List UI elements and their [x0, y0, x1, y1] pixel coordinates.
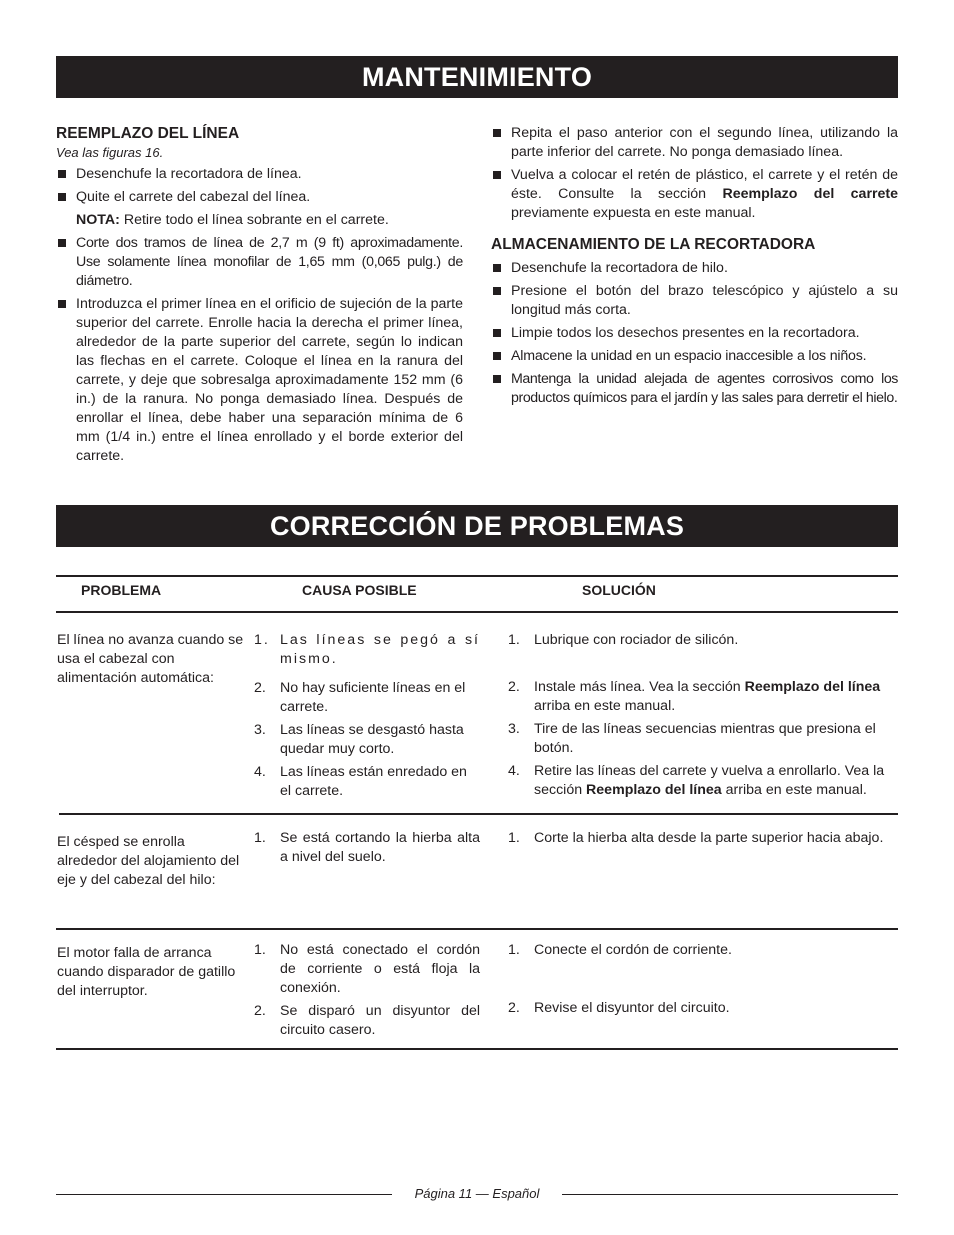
problem-cell: El motor falla de arranca cuando disparador de gatillo del interruptor.	[57, 945, 236, 999]
list-item: Mantenga la unidad alejada de agentes corrosivos como los productos químicos para el jardín y las sales para derretir el hielo.	[491, 370, 898, 408]
troubleshooting-banner	[56, 505, 898, 547]
header-problem: PROBLEMA	[81, 582, 162, 598]
problem-cell: El línea no avanza cuando se usa el cabezal con alimentación automática:	[57, 632, 244, 686]
section-reference: Reemplazo del carrete	[722, 186, 898, 202]
item-number: 1.	[254, 830, 266, 846]
left-column	[56, 124, 463, 470]
table-bottom-rule	[56, 1048, 898, 1050]
troubleshooting-title: CORRECCIÓN DE PROBLEMAS	[269, 511, 685, 541]
cause-text: Se está cortando la hierba alta a nivel del suelo.	[280, 830, 480, 865]
maintenance-banner	[56, 56, 898, 98]
item-number: 4.	[508, 763, 520, 779]
section-reference: Reemplazo del línea	[744, 679, 881, 695]
list-item	[491, 166, 898, 223]
section-reference: Reemplazo del línea	[586, 782, 722, 798]
row-divider	[56, 928, 898, 930]
list-item-text: Vuelva a colocar el retén de plástico, el carrete y el retén de éste. Consulte la sección	[511, 167, 898, 202]
solution-text: Tire de las líneas secuencias mientras que presiona el botón.	[534, 721, 876, 756]
cause-text: Las líneas están enredado en el carrete.	[280, 764, 467, 799]
solution-text: Corte la hierba alta desde la parte superior hacia abajo.	[534, 830, 884, 846]
list-item: Limpie todos los desechos presentes en la recortadora.	[491, 324, 898, 343]
cause-list	[254, 941, 480, 1040]
note-label: NOTA:	[76, 212, 120, 228]
list-item: Repita el paso anterior con el segundo línea, utilizando la parte inferior del carrete. No ponga demasiado línea.	[491, 124, 898, 162]
right-column	[491, 124, 898, 412]
maintenance-title: MANTENIMIENTO	[361, 62, 593, 92]
cause-item	[254, 679, 480, 717]
note	[56, 211, 463, 230]
table-header-rule	[56, 611, 898, 613]
cause-item	[254, 941, 480, 998]
item-number: 1.	[508, 632, 520, 648]
item-number: 3.	[508, 721, 520, 737]
list-item: Desenchufe la recortadora de hilo.	[491, 259, 898, 278]
item-number: 1.	[254, 632, 270, 648]
cause-text: Las líneas se desgastó hasta quedar muy corto.	[280, 722, 464, 757]
cause-text: Las líneas se pegó a sí mismo.	[280, 632, 480, 667]
item-number: 1.	[508, 942, 520, 958]
header-solution: SOLUCIÓN	[582, 582, 656, 598]
solution-text: Instale más línea. Vea la sección	[534, 679, 745, 695]
solution-item	[508, 999, 900, 1018]
list-item: Corte dos tramos de línea de 2,7 m (9 ft) aproximadamente. Use solamente línea monofilar de 1,65 mm (0,065 pulg.) de diámetro.	[56, 234, 463, 291]
item-number: 4.	[254, 764, 266, 780]
solution-list	[508, 829, 900, 848]
cause-item	[254, 763, 480, 801]
solution-text: arriba en este manual.	[534, 698, 676, 714]
cause-list	[254, 631, 480, 801]
storage-heading: ALMACENAMIENTO DE LA RECORTADORA	[491, 236, 816, 253]
item-number: 3.	[254, 722, 266, 738]
item-number: 2.	[254, 680, 266, 696]
solution-text: Retire las líneas del carrete y vuelva a enrollarlo. Vea la sección	[534, 763, 885, 798]
solution-text: Lubrique con rociador de silicón.	[534, 632, 739, 648]
item-number: 2.	[508, 679, 520, 695]
cause-item	[254, 631, 480, 669]
list-item: Desenchufe la recortadora de línea.	[56, 165, 463, 184]
note-text: Retire todo el línea sobrante en el carrete.	[119, 212, 389, 228]
list-item: Quite el carrete del cabezal del línea.	[56, 188, 463, 207]
line-replacement-heading: REEMPLAZO DEL LÍNEA	[56, 125, 240, 142]
cause-text: Se disparó un disyuntor del circuito casero.	[280, 1003, 480, 1038]
solution-list	[508, 941, 900, 1018]
solution-item	[508, 762, 900, 800]
list-item: Introduzca el primer línea en el orificio de sujeción de la parte superior del carrete. Enrolle hacia la derecha el primer línea, alrededor de la parte superior del carrete, según lo indican las flechas en el carrete. Coloque el línea en la ranura del carrete, y deje que sobresalga aproximadamente 152 mm (6 in.) de la ranura. No ponga demasiado línea. Después de enrollar el línea, debe haber una separación mínima de 6 mm (1/4 in.) entre el línea enrollado y el borde exterior del carrete.	[56, 295, 463, 466]
solution-text: Conecte el cordón de corriente.	[534, 942, 732, 958]
solution-text: Revise el disyuntor del circuito.	[534, 1000, 730, 1016]
cause-item	[254, 829, 480, 867]
solution-item	[508, 678, 900, 716]
item-number: 2.	[254, 1003, 266, 1019]
cause-item	[254, 721, 480, 759]
row-divider	[59, 813, 898, 815]
solution-list	[508, 631, 900, 800]
cause-text: No está conectado el cordón de corriente o está floja la conexión.	[280, 942, 480, 996]
table-top-rule	[56, 575, 898, 577]
solution-item	[508, 941, 900, 960]
solution-item	[508, 631, 900, 650]
figure-reference: Vea las figuras 16.	[56, 145, 164, 160]
cause-list	[254, 829, 480, 867]
cause-text: No hay suficiente líneas en el carrete.	[280, 680, 466, 715]
cause-item	[254, 1002, 480, 1040]
list-item: Almacene la unidad en un espacio inaccesible a los niños.	[491, 347, 898, 366]
page-footer: Página 11 — Español	[414, 1186, 540, 1201]
solution-item	[508, 829, 900, 848]
list-item: Presione el botón del brazo telescópico y ajústelo a su longitud más corta.	[491, 282, 898, 320]
item-number: 1.	[254, 942, 266, 958]
item-number: 1.	[508, 830, 520, 846]
header-cause: CAUSA POSIBLE	[302, 582, 417, 598]
item-number: 2.	[508, 1000, 520, 1016]
solution-text: arriba en este manual.	[721, 782, 867, 798]
solution-item	[508, 720, 900, 758]
list-item-text: previamente expuesta en este manual.	[511, 205, 756, 221]
problem-cell: El césped se enrolla alrededor del alojamiento del eje y del cabezal del hilo:	[57, 834, 240, 888]
